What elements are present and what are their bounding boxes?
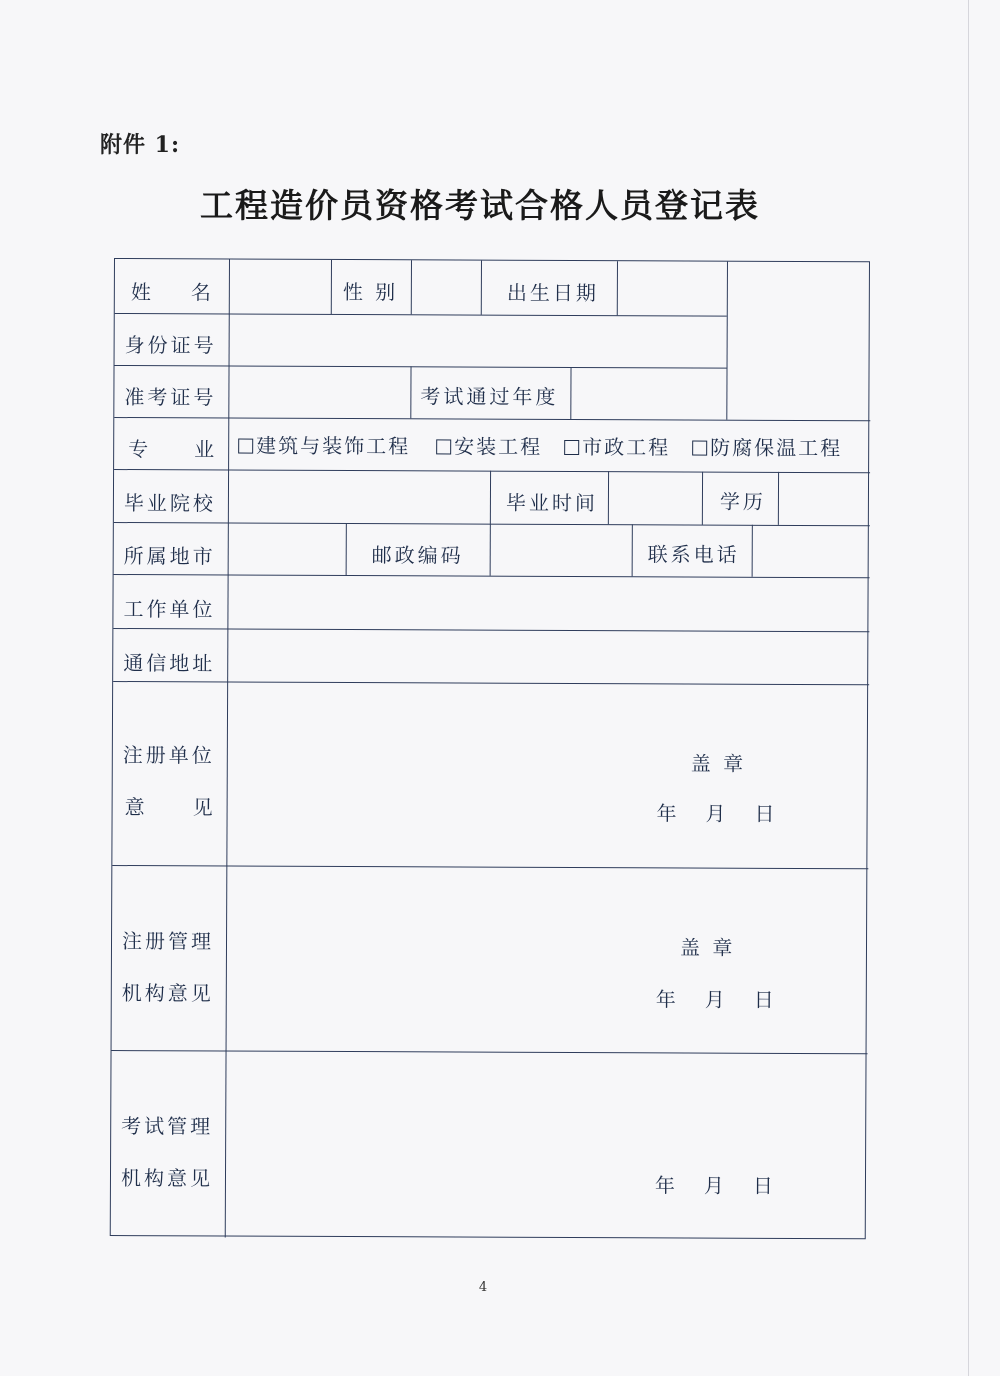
name-label: 姓 名 bbox=[130, 280, 211, 305]
address-label: 通信地址 bbox=[123, 651, 216, 676]
attachment-label: 附件 1: bbox=[100, 132, 181, 158]
checkbox-icon[interactable] bbox=[692, 441, 707, 456]
checkbox-icon[interactable] bbox=[238, 439, 253, 454]
reg-unit-seal: 盖 章 bbox=[690, 751, 747, 776]
major-option-anticorrosion[interactable]: 防腐保温工程 bbox=[692, 432, 842, 462]
checkbox-icon[interactable] bbox=[436, 439, 451, 454]
exam-ticket-label: 准考证号 bbox=[124, 385, 217, 410]
pass-year-label: 考试通过年度 bbox=[420, 384, 559, 409]
grad-time-label: 毕业时间 bbox=[505, 490, 598, 516]
reg-mgmt-seal: 盖 章 bbox=[679, 935, 736, 960]
checkbox-icon[interactable] bbox=[564, 440, 579, 455]
exam-mgmt-date: 年 月 日 bbox=[654, 1173, 777, 1198]
reg-unit-date: 年 月 日 bbox=[656, 801, 778, 826]
school-label: 毕业院校 bbox=[123, 491, 216, 516]
exam-mgmt-label-line1: 考试管理 bbox=[121, 1114, 214, 1139]
birth-date-label: 出生日期 bbox=[506, 280, 599, 306]
reg-mgmt-label-line1: 注册管理 bbox=[121, 929, 215, 954]
form-title: 工程造价员资格考试合格人员登记表 bbox=[200, 186, 760, 225]
city-label: 所属地市 bbox=[123, 544, 216, 569]
reg-unit-label-line1: 注册单位 bbox=[122, 743, 215, 768]
exam-mgmt-label-line2: 机构意见 bbox=[120, 1166, 214, 1191]
gender-label: 性 别 bbox=[342, 279, 399, 305]
registration-form bbox=[110, 258, 870, 1239]
reg-unit-label-line2: 意 见 bbox=[124, 795, 213, 820]
phone-label: 联系电话 bbox=[647, 542, 740, 567]
major-option-municipal[interactable]: 市政工程 bbox=[564, 431, 670, 460]
page-edge-line bbox=[968, 0, 969, 1376]
reg-mgmt-date: 年 月 日 bbox=[655, 987, 777, 1012]
id-number-label: 身份证号 bbox=[124, 333, 217, 358]
major-label: 专 业 bbox=[128, 437, 215, 462]
education-label: 学历 bbox=[719, 489, 766, 514]
major-option-installation[interactable]: 安装工程 bbox=[436, 430, 542, 459]
reg-mgmt-label-line2: 机构意见 bbox=[121, 981, 214, 1006]
major-option-architecture[interactable]: 建筑与装饰工程 bbox=[238, 430, 410, 460]
page-number: 4 bbox=[478, 1280, 488, 1295]
postcode-label: 邮政编码 bbox=[371, 543, 464, 568]
employer-label: 工作单位 bbox=[123, 597, 216, 622]
